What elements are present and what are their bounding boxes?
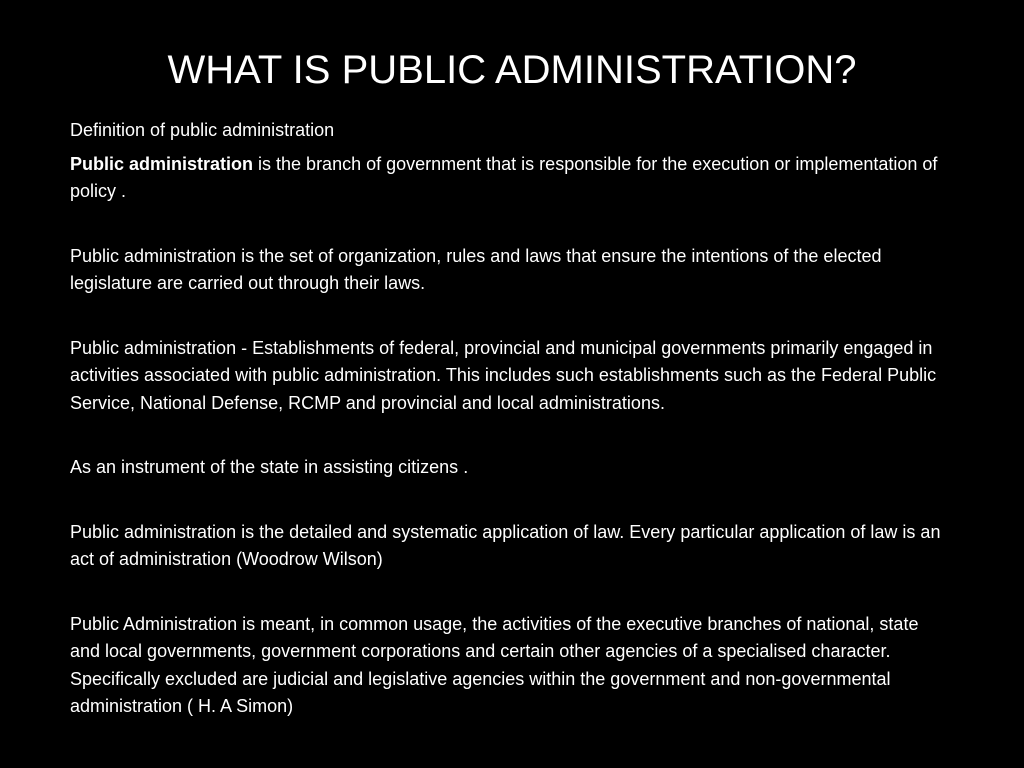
spacer <box>70 206 950 243</box>
slide-title: WHAT IS PUBLIC ADMINISTRATION? <box>167 48 857 92</box>
spacer <box>70 298 950 335</box>
definition-6: Public Administration is meant, in common usage, the activities of the executive branches of national, state and local governments, government corporations and certain other agencies of a specialised character. Specifically excluded are judicial and legislative agencies within the government and non-governmental administration ( H. A Simon) <box>70 613 919 716</box>
slide-body <box>70 117 950 721</box>
spacer <box>70 417 950 454</box>
definition-2: Public administration is the set of organization, rules and laws that ensure the intentions of the elected legislature are carried out through their laws. <box>70 245 882 293</box>
definition-5: Public administration is the detailed and systematic application of law. Every particular application of law is an act of administration (Woodrow Wilson) <box>70 521 941 569</box>
definition-3: Public administration - Establishments of federal, provincial and municipal governments primarily engaged in activities associated with public administration. This includes such establishments such as the Federal Public Service, National Defense, RCMP and provincial and local administrations. <box>70 337 937 413</box>
definition-1-text: is the branch of government that is responsible for the execution or implementation of policy . <box>70 153 938 201</box>
spacer <box>70 574 950 611</box>
subheading: Definition of public administration <box>70 120 335 140</box>
definition-1-term: Public administration <box>70 153 254 174</box>
definition-1 <box>70 151 950 206</box>
definition-4: As an instrument of the state in assisting citizens . <box>70 457 469 477</box>
spacer <box>70 482 950 519</box>
